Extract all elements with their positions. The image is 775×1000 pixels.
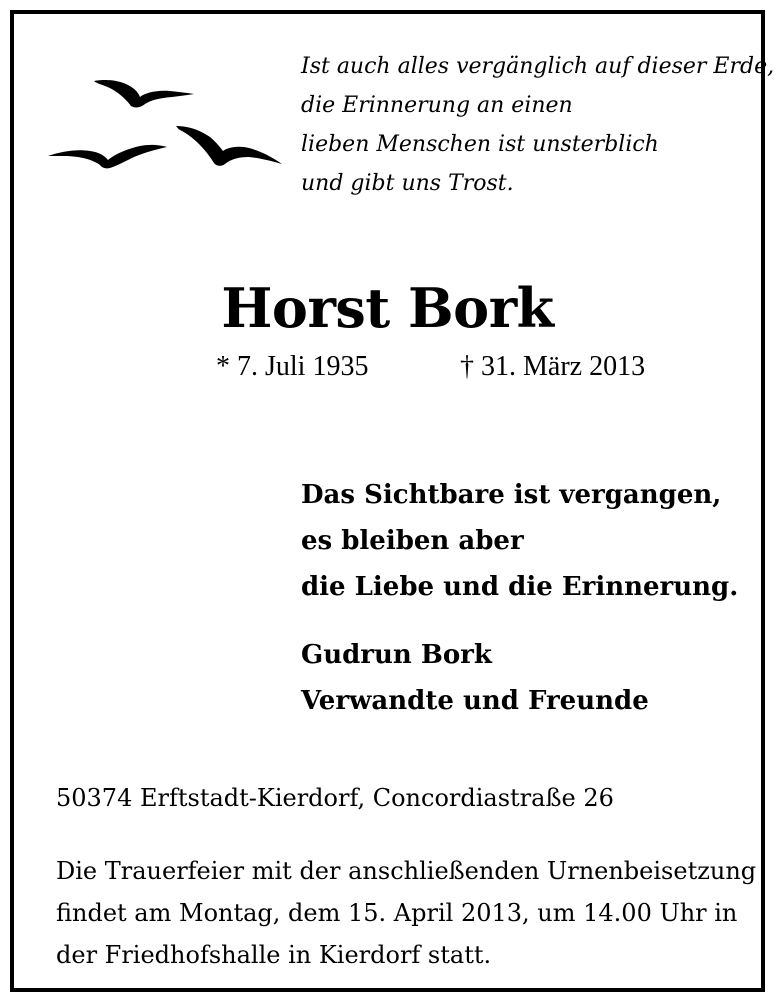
mourner-name: Verwandte und Freunde [301, 686, 649, 716]
birth-date: * 7. Juli 1935 [216, 351, 369, 382]
mourners-list [301, 632, 649, 724]
address: 50374 Erftstadt-Kierdorf, Concordiastraße 26 [56, 784, 614, 812]
quote-line: Das Sichtbare ist vergangen, [301, 480, 722, 510]
memorial-quote [301, 472, 738, 610]
bird-left-icon [48, 145, 167, 168]
notice-line: Die Trauerfeier mit der anschließenden Urnenbeisetzung [56, 857, 757, 885]
deceased-name: Horst Bork [221, 276, 554, 340]
poem-line: die Erinnerung an einen [301, 93, 573, 118]
poem-line: Ist auch alles vergänglich auf dieser Erde, [301, 54, 775, 79]
obituary-notice [10, 10, 775, 992]
poem-line: und gibt uns Trost. [301, 171, 514, 196]
mourner-name: Gudrun Bork [301, 640, 492, 670]
quote-line: es bleiben aber [301, 526, 524, 556]
bird-right-icon [176, 126, 282, 166]
poem-verse [301, 47, 774, 203]
notice-line: der Friedhofshalle in Kierdorf statt. [56, 941, 492, 969]
funeral-notice [56, 850, 756, 976]
quote-line: die Liebe und die Erinnerung. [301, 572, 739, 602]
notice-line: findet am Montag, dem 15. April 2013, um 14.00 Uhr in [56, 899, 738, 927]
poem-line: lieben Menschen ist unsterblich [301, 132, 659, 157]
bird-top-icon [94, 80, 194, 107]
death-date: † 31. März 2013 [460, 351, 646, 382]
flying-birds-icon [34, 54, 289, 179]
